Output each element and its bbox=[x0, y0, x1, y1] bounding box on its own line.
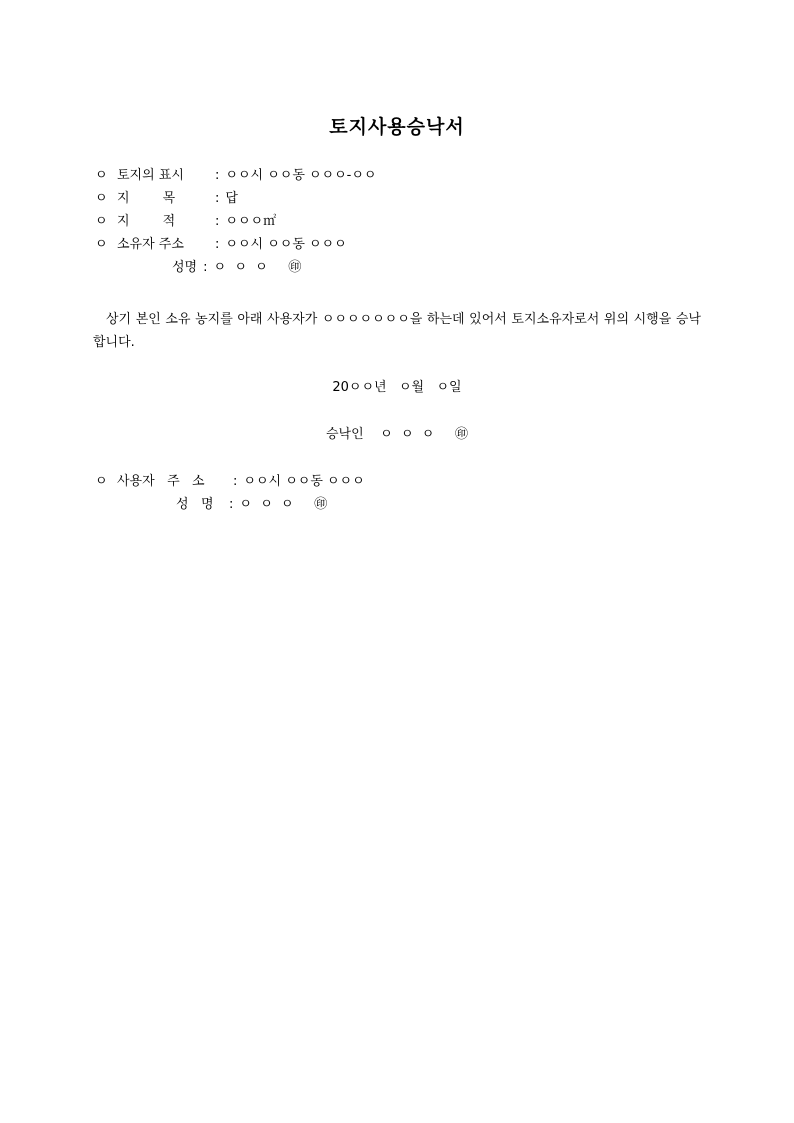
field-label: 사용자 주 소 bbox=[117, 474, 205, 489]
field-value: ㅇㅇ시 ㅇㅇ동 ㅇㅇㅇ bbox=[225, 237, 347, 252]
field-land-category: ㅇ 지 목 : 답 bbox=[95, 191, 238, 206]
field-user-name: 성 명 : ㅇ ㅇ ㅇ ㊞ bbox=[176, 497, 328, 512]
bullet-mark: ㅇ bbox=[95, 474, 108, 489]
field-label: 지 적 bbox=[117, 214, 176, 229]
field-label: 지 목 bbox=[117, 191, 176, 206]
field-label: 성 명 bbox=[176, 497, 214, 512]
field-land-location: ㅇ 토지의 표시 : ㅇㅇ시 ㅇㅇ동 ㅇㅇㅇ-ㅇㅇ bbox=[95, 168, 377, 183]
consent-text: 상기 본인 소유 농지를 아래 사용자가 ㅇㅇㅇㅇㅇㅇㅇ을 하는데 있어서 토지소유자로서 위의 시행을 승낙합니다. bbox=[93, 312, 701, 350]
approver-line: 승낙인 ㅇ ㅇ ㅇ ㊞ bbox=[325, 427, 469, 442]
document-title: 토지사용승낙서 bbox=[329, 116, 465, 138]
field-owner-name: 성명 : ㅇ ㅇ ㅇ ㊞ bbox=[172, 260, 302, 275]
bullet-mark: ㅇ bbox=[95, 168, 108, 183]
field-value: 답 bbox=[225, 191, 238, 206]
field-value: ㅇㅇㅇ㎡ bbox=[225, 214, 277, 229]
field-owner-address: ㅇ 소유자 주소 : ㅇㅇ시 ㅇㅇ동 ㅇㅇㅇ bbox=[95, 237, 347, 252]
field-label: 토지의 표시 bbox=[117, 168, 184, 183]
field-land-area: ㅇ 지 적 : ㅇㅇㅇ㎡ bbox=[95, 214, 277, 229]
field-user-address: ㅇ 사용자 주 소 : ㅇㅇ시 ㅇㅇ동 ㅇㅇㅇ bbox=[95, 474, 365, 489]
bullet-mark: ㅇ bbox=[95, 237, 108, 252]
consent-paragraph bbox=[93, 308, 701, 354]
document-date: 20ㅇㅇ년 ㅇ월 ㅇ일 bbox=[332, 380, 462, 395]
field-value: ㅇㅇ시 ㅇㅇ동 ㅇㅇㅇ-ㅇㅇ bbox=[225, 168, 377, 183]
field-label: 소유자 주소 bbox=[117, 237, 184, 252]
bullet-mark: ㅇ bbox=[95, 214, 108, 229]
field-value: ㅇㅇ시 ㅇㅇ동 ㅇㅇㅇ bbox=[243, 474, 365, 489]
field-value: ㅇ ㅇ ㅇ ㊞ bbox=[213, 260, 302, 275]
field-value: ㅇ ㅇ ㅇ ㊞ bbox=[239, 497, 328, 512]
field-label: 성명 bbox=[172, 260, 198, 275]
bullet-mark: ㅇ bbox=[95, 191, 108, 206]
